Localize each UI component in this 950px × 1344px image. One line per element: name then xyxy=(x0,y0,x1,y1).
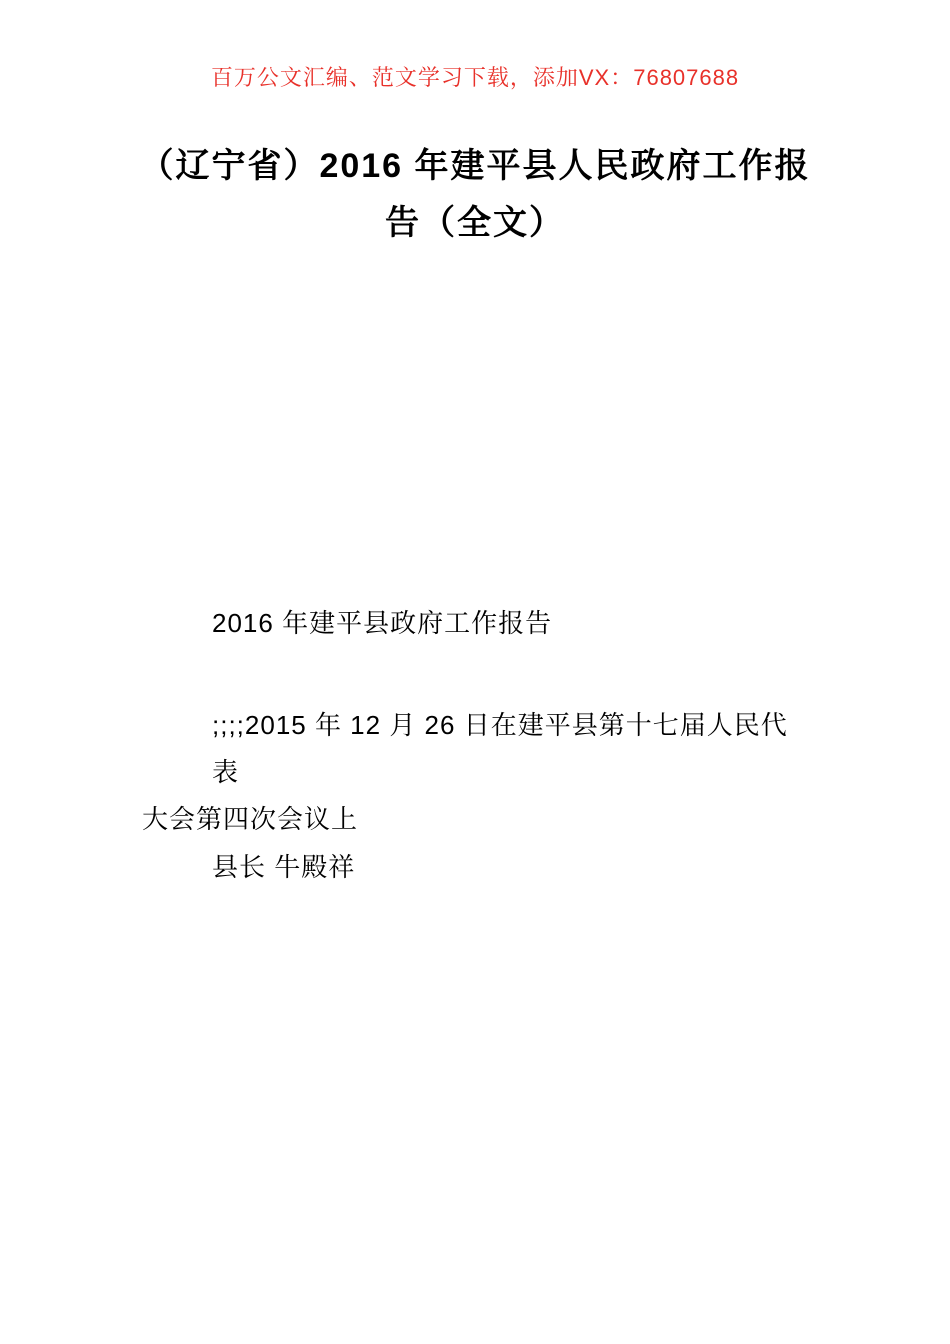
document-title-line-2: 告（全文） xyxy=(385,204,565,242)
paragraph-speaker-line: 县长 牛殿祥 xyxy=(212,852,356,882)
paragraph-session-info-line-2: 大会第四次会议上 xyxy=(142,804,359,834)
paragraph-speaker xyxy=(142,844,814,891)
document-title xyxy=(0,138,950,252)
paragraph-report-title xyxy=(142,600,814,647)
paragraph-session-info xyxy=(142,702,814,843)
document-title-line-1: （辽宁省）2016 年建平县人民政府工作报 xyxy=(139,147,811,185)
promo-notice: 百万公文汇编、范文学习下载，添加VX：76807688 xyxy=(210,65,740,90)
paragraph-report-title-line: 2016 年建平县政府工作报告 xyxy=(212,608,553,638)
paragraph-session-info-line-1: ;;;;2015 年 12 月 26 日在建平县第十七届人民代表 xyxy=(212,710,788,787)
